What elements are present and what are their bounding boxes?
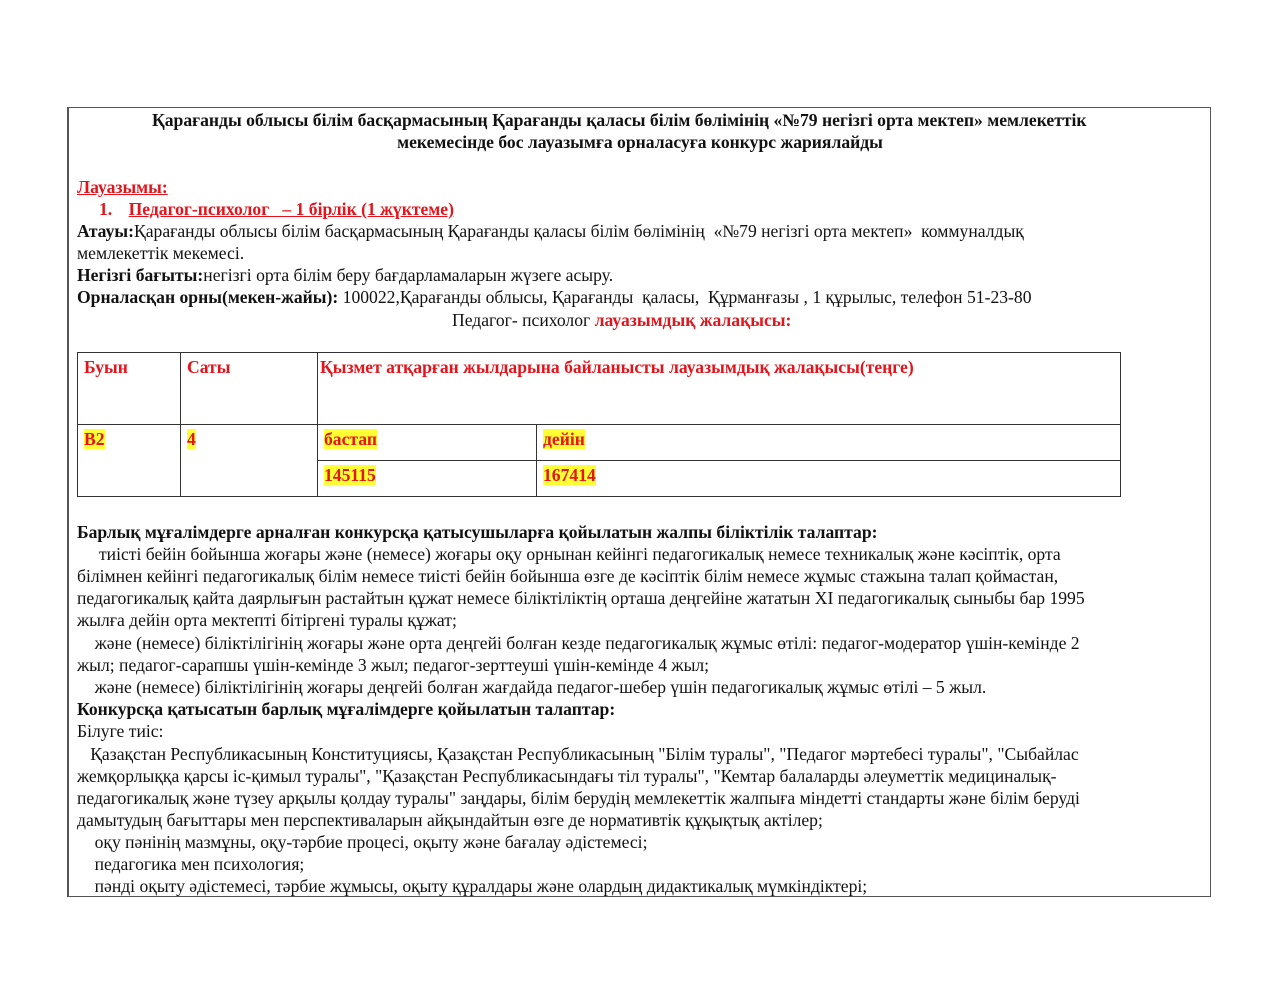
- salary-table: [77, 352, 1121, 497]
- header-buyn: Буын: [78, 353, 181, 425]
- institution-name-cont: мемлекеттік мекемесі.: [77, 243, 245, 263]
- must-know-line: педагогикалық және түзеу арқылы қолдау туралы" заңдары, білім берудің мемлекеттік жалпыға міндетті стандарты және білім беруді: [77, 788, 1080, 808]
- to-label: дейін: [543, 429, 585, 449]
- must-know-line: педагогика мен психология;: [77, 854, 305, 874]
- position-section-label: Лауазымы:: [77, 177, 168, 197]
- address: [77, 286, 1032, 308]
- must-know-line: дамытудың бағыттары мен перспективаларын айқындайтын өзге де нормативтік құқықтық актілер;: [77, 810, 823, 830]
- general-req-line: тиісті бейін бойынша жоғары және (немесе) жоғары оқу орнынан кейінгі педагогикалық немесе техникалық және кәсіптік, орта: [77, 544, 1061, 564]
- must-know-line: жемқорлыққа қарсы іс-қимыл туралы", "Қазақстан Республикасындағы тіл туралы", "Кемтар балаларды әлеуметтік медициналық-: [77, 766, 1057, 786]
- general-req-line: және (немесе) біліктілігінің жоғары және орта деңгейі болған кезде педагогикалық жұмыс өтілі: педагог-модератор үшін-кемінде 2: [77, 633, 1080, 653]
- salary-caption: [452, 309, 791, 331]
- salary-caption-plain: Педагог- психолог: [452, 310, 595, 330]
- must-know-line: оқу пәнінің мазмұны, оқу-тәрбие процесі, оқыту және бағалау әдістемесі;: [77, 832, 648, 852]
- main-direction-label: Негізгі бағыты:: [77, 265, 204, 285]
- general-req-line: білімнен кейінгі педагогикалық білім немесе тиісті бейін бойынша өзге де кәсіптік білім немесе жұмыс стажына талап қоймастан,: [77, 566, 1059, 586]
- must-know-line: пәнді оқыту әдістемесі, тәрбие жұмысы, оқыту құралдары және олардың дидактикалық мүмкіндіктері;: [77, 876, 868, 896]
- header-salary: Қызмет атқарған жылдарына байланысты лауазымдық жалақысы(теңге): [318, 353, 1121, 425]
- general-req-line: жыл; педагог-сарапшы үшін-кемінде 3 жыл; педагог-зерттеуші үшін-кемінде 4 жыл;: [77, 655, 710, 675]
- salary-caption-red: лауазымдық жалақысы:: [594, 310, 792, 330]
- institution-name: [77, 220, 1024, 242]
- general-req-line: және (немесе) біліктілігінің жоғары деңгейі болған жағдайда педагог-шебер үшін педагогикалық жұмыс өтілі – 5 жыл.: [77, 677, 987, 697]
- position-item-number: 1.: [99, 199, 113, 219]
- address-value: 100022,Қарағанды облысы, Қарағанды қаласы, Құрманғазы , 1 құрылыс, телефон 51-23-80: [338, 287, 1032, 307]
- cell-to-value: [537, 461, 1121, 497]
- to-value: 167414: [543, 465, 596, 485]
- cell-buyn: [78, 425, 181, 497]
- cell-from-value: [318, 461, 537, 497]
- general-req-line: жылға дейін орта мектепті бітіргені туралы құжат;: [77, 610, 457, 630]
- main-direction: [77, 264, 613, 286]
- address-label: Орналасқан орны(мекен-жайы):: [77, 287, 339, 307]
- from-label: бастап: [324, 429, 377, 449]
- all-teachers-heading: Конкурсқа қатысатын барлық мұғалімдерге қойылатын талаптар:: [77, 699, 616, 719]
- institution-name-label: Атауы:: [77, 221, 134, 241]
- saty-value: 4: [187, 429, 196, 449]
- cell-saty: [181, 425, 318, 497]
- buyn-value: В2: [84, 429, 105, 449]
- salary-table-header-row: [78, 353, 1121, 425]
- cell-from-label: [318, 425, 537, 461]
- page-title-line-2: мекемесінде бос лауазымға орналасуға конкурс жариялайды: [397, 132, 883, 152]
- header-saty: Саты: [181, 353, 318, 425]
- institution-name-value: Қарағанды облысы білім басқармасының Қарағанды қаласы білім бөлімінің «№79 негізгі орта мектеп» коммуналдық: [133, 221, 1024, 241]
- must-know-line: Қазақстан Республикасының Конституциясы, Қазақстан Республикасының "Білім туралы", "Педагог мәртебесі туралы", "Сыбайлас: [77, 744, 1079, 764]
- must-know-label: Білуге тиіс:: [77, 721, 164, 741]
- general-req-line: педагогикалық қайта даярлығын растайтын құжат немесе біліктіліктің орташа деңгейіне жататын XI педагогикалық сыныбы бар 1995: [77, 588, 1085, 608]
- main-direction-value: негізгі орта білім беру бағдарламаларын жүзеге асыру.: [203, 265, 614, 285]
- position-item: [99, 198, 454, 220]
- page-title-line-1: Қарағанды облысы білім басқармасының Қарағанды қаласы білім бөлімінің «№79 негізгі орта мектеп» мемлекеттік: [152, 110, 1087, 130]
- cell-to-label: [537, 425, 1121, 461]
- salary-table-row: [78, 425, 1121, 461]
- position-item-text: Педагог-психолог – 1 бірлік (1 жүктеме): [128, 199, 454, 219]
- from-value: 145115: [324, 465, 376, 485]
- general-requirements-heading: Барлық мұғалімдерге арналған конкурсқа қатысушыларға қойылатын жалпы біліктілік талаптар:: [77, 522, 878, 542]
